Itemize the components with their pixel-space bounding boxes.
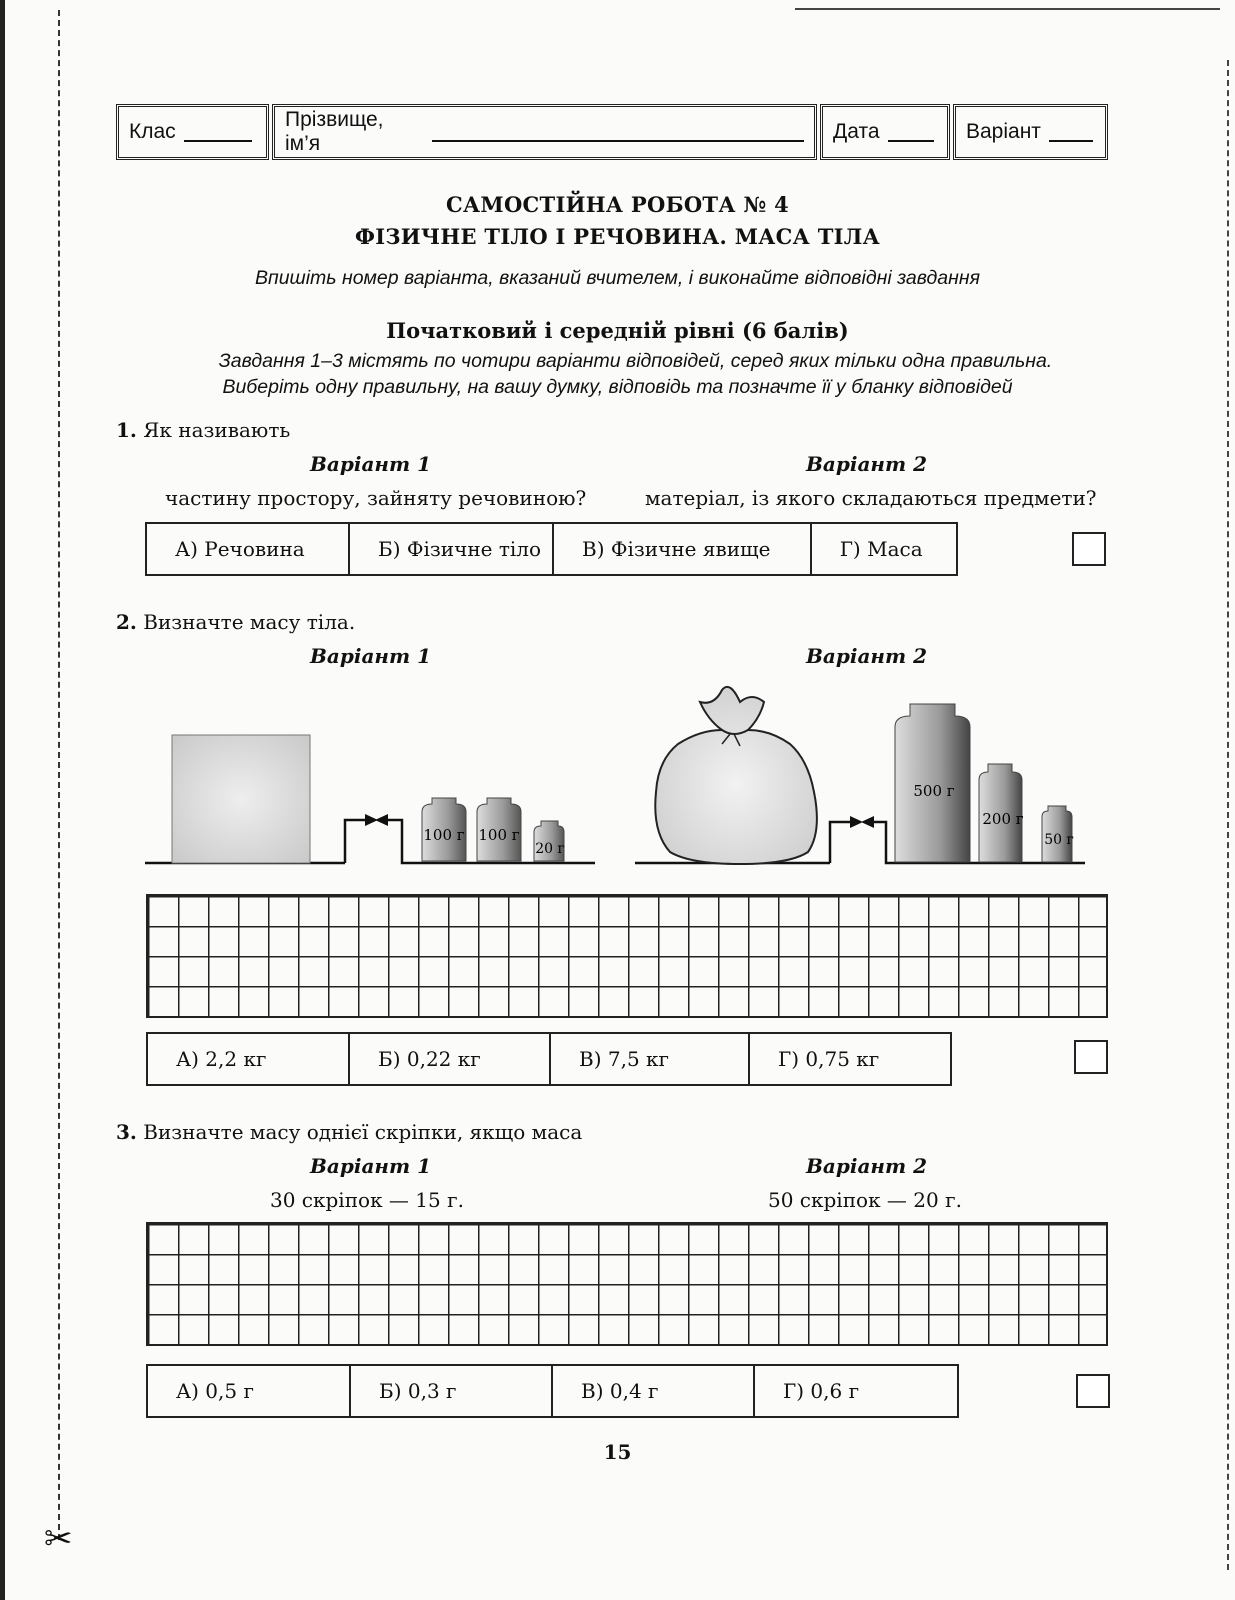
- scissors-icon: ✂: [44, 1519, 73, 1559]
- variant-2-heading: Варіант 2: [806, 452, 928, 476]
- instruction: Впишіть номер варіанта, вказаний вчителем, і виконайте відповідні завдання: [254, 267, 981, 289]
- q1-answer-options: [145, 522, 958, 576]
- answer-option-b[interactable]: Б) 0,3 г: [351, 1366, 553, 1416]
- answer-option-d[interactable]: Г) Маса: [839, 537, 923, 561]
- variant-field[interactable]: [953, 104, 1108, 160]
- variant-2-heading: Варіант 2: [806, 644, 928, 668]
- answer-option-d[interactable]: Г) 0,6 г: [783, 1379, 860, 1403]
- q2-work-grid[interactable]: [146, 894, 1108, 1018]
- level-note-1: Завдання 1–3 містять по чотири варіанти відповідей, серед яких тільки одна правильна.: [218, 350, 1053, 372]
- page-number: 15: [603, 1440, 632, 1464]
- q3-variant-1-text: 30 скріпок — 15 г.: [270, 1188, 464, 1212]
- q3-work-grid[interactable]: [146, 1222, 1108, 1346]
- scale-illustration-variant-2: [630, 672, 1090, 870]
- answer-box[interactable]: [1074, 1040, 1108, 1074]
- level-note-2: Виберіть одну правильну, на вашу думку, відповідь та позначте її у бланку відповідей: [222, 376, 1013, 398]
- header-fields: [116, 104, 1111, 160]
- q3-answer-options: [146, 1364, 959, 1418]
- answer-option-a[interactable]: А) 2,2 кг: [148, 1034, 350, 1084]
- class-field[interactable]: [116, 104, 269, 160]
- question-number: 1.: [116, 418, 137, 442]
- scale-illustration-variant-1: [140, 720, 600, 870]
- q2-answer-options: [146, 1032, 952, 1086]
- question-2: [116, 610, 355, 634]
- answer-option-d[interactable]: Г) 0,75 кг: [778, 1047, 880, 1071]
- weight-label: 50 г: [1044, 832, 1074, 848]
- class-label: Клас: [129, 120, 176, 143]
- variant-line[interactable]: [1049, 122, 1093, 142]
- variant-1-heading: Варіант 1: [310, 644, 432, 668]
- weight-label: 100 г: [478, 826, 520, 844]
- weight-label: 500 г: [913, 782, 955, 800]
- work-title: САМОСТІЙНА РОБОТА № 4: [445, 192, 790, 217]
- variant-label: Варіант: [966, 120, 1041, 143]
- weight-label: 200 г: [982, 810, 1024, 828]
- answer-option-a[interactable]: А) Речовина: [147, 524, 350, 574]
- date-field[interactable]: [820, 104, 950, 160]
- answer-option-a[interactable]: А) 0,5 г: [148, 1366, 351, 1416]
- q1-variant-2-text: матеріал, із якого складаються предмети?: [645, 486, 1097, 510]
- question-text: Як називають: [143, 418, 291, 442]
- answer-box[interactable]: [1076, 1374, 1110, 1408]
- variant-2-heading: Варіант 2: [806, 1154, 928, 1178]
- question-text: Визначте масу однієї скріпки, якщо маса: [143, 1120, 583, 1144]
- answer-option-c[interactable]: В) 0,4 г: [553, 1366, 755, 1416]
- date-label: Дата: [833, 120, 880, 143]
- class-line[interactable]: [184, 122, 252, 142]
- question-text: Визначте масу тіла.: [143, 610, 356, 634]
- weight-label: 100 г: [423, 826, 465, 844]
- answer-option-b[interactable]: Б) 0,22 кг: [350, 1034, 551, 1084]
- answer-option-b[interactable]: Б) Фізичне тіло: [350, 524, 554, 574]
- top-rule: [795, 8, 1220, 10]
- name-line[interactable]: [432, 122, 804, 142]
- question-1: [116, 418, 290, 442]
- variant-1-heading: Варіант 1: [310, 1154, 432, 1178]
- q3-variant-2-text: 50 скріпок — 20 г.: [768, 1188, 962, 1212]
- level-title: Початковий і середній рівні (6 балів): [386, 318, 849, 343]
- topic-title: ФІЗИЧНЕ ТІЛО І РЕЧОВИНА. МАСА ТІЛА: [354, 224, 881, 249]
- variant-1-heading: Варіант 1: [310, 452, 432, 476]
- answer-option-c[interactable]: В) 7,5 кг: [551, 1034, 750, 1084]
- weight-label: 20 г: [535, 841, 565, 857]
- answer-option-c[interactable]: В) Фізичне явище: [554, 524, 812, 574]
- question-number: 2.: [116, 610, 137, 634]
- q1-variant-1-text: частину простору, зайняту речовиною?: [165, 486, 587, 510]
- question-3: [116, 1120, 582, 1144]
- date-line[interactable]: [888, 122, 934, 142]
- question-number: 3.: [116, 1120, 137, 1144]
- answer-box[interactable]: [1072, 532, 1106, 566]
- name-label: Прізвище, ім’я: [285, 108, 384, 155]
- name-field[interactable]: [272, 104, 817, 160]
